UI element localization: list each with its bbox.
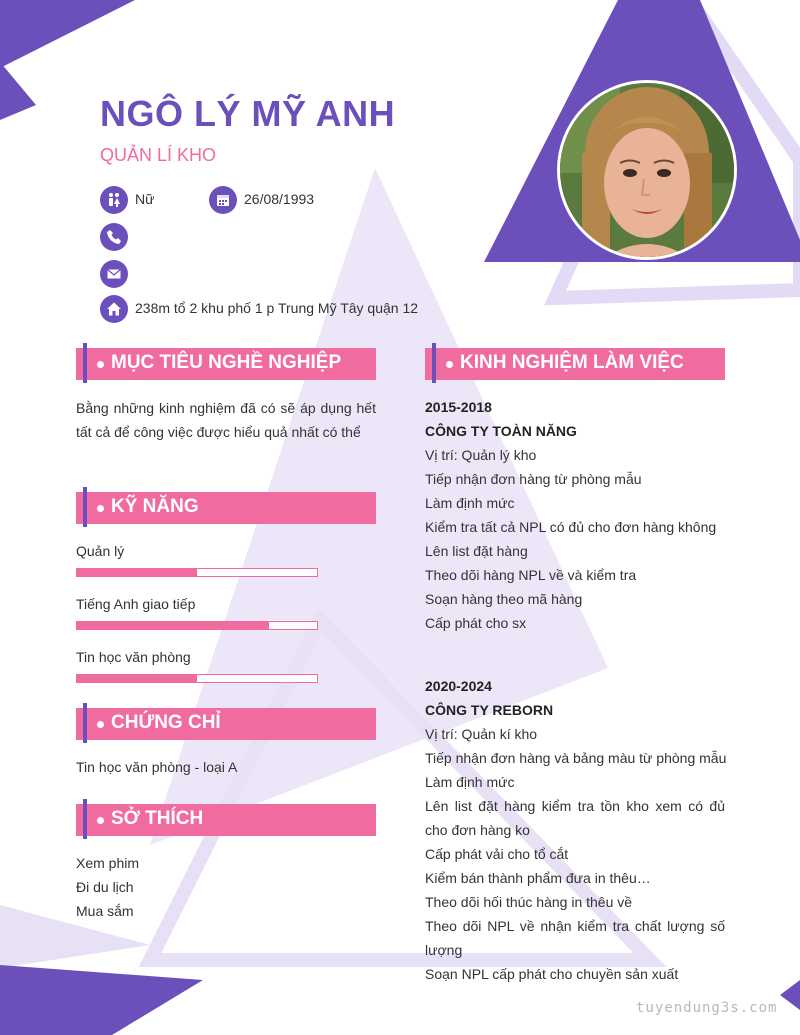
section-accent-bar <box>83 703 87 743</box>
job-line: Làm định mức <box>425 495 515 511</box>
job-line: Tiếp nhận đơn hàng từ phòng mẫu <box>425 471 642 487</box>
section-experience-header <box>425 348 725 380</box>
job-line: Kiểm bán thành phẩm đưa in thêu… <box>425 870 651 886</box>
watermark: tuyendung3s.com <box>636 1000 778 1016</box>
email-icon <box>100 260 128 288</box>
hobby-item: Xem phim <box>76 855 140 871</box>
job-period: 2020-2024 <box>425 678 492 694</box>
job-line: Vị trí: Quản lý kho <box>425 447 537 463</box>
skill-bar <box>76 568 318 577</box>
portrait-photo <box>560 83 734 257</box>
bullet-dot <box>446 361 453 368</box>
skill-bar-fill <box>77 675 197 682</box>
skill-label: Tiếng Anh giao tiếp <box>76 596 196 612</box>
job-line: Cấp phát cho sx <box>425 615 527 631</box>
section-skills-header <box>76 492 376 524</box>
section-certificates-title: CHỨNG CHỈ <box>111 712 221 733</box>
candidate-name: NGÔ LÝ MỸ ANH <box>100 93 396 134</box>
certificate-item: Tin học văn phòng - loại A <box>76 759 238 775</box>
job-company: CÔNG TY REBORN <box>425 702 554 718</box>
section-accent-bar <box>83 343 87 383</box>
gender-value: Nữ <box>135 191 155 207</box>
skill-bar <box>76 674 318 683</box>
bullet-dot <box>97 721 104 728</box>
experience-job <box>425 395 725 635</box>
skill-label: Quản lý <box>76 543 125 559</box>
section-accent-bar <box>83 487 87 527</box>
skill-bar-fill <box>77 569 197 576</box>
section-hobbies-header <box>76 804 376 836</box>
job-period: 2015-2018 <box>425 399 492 415</box>
section-skills-title: KỸ NĂNG <box>111 496 199 517</box>
section-accent-bar <box>83 799 87 839</box>
bg-triangle-bottomleft <box>0 965 203 1035</box>
job-line: Vị trí: Quản kí kho <box>425 726 538 742</box>
section-objective-title: MỤC TIÊU NGHỀ NGHIỆP <box>111 352 342 373</box>
avatar <box>557 80 737 260</box>
skill-bar-fill <box>77 622 269 629</box>
calendar-icon <box>209 186 237 214</box>
section-experience-title: KINH NGHIỆM LÀM VIỆC <box>460 352 684 373</box>
bg-triangle-topleft <box>0 0 135 68</box>
experience-job <box>425 674 725 986</box>
job-line: Tiếp nhận đơn hàng và bảng màu từ phòng mẫu <box>425 750 727 766</box>
job-line: Theo dõi NPL về nhận kiểm tra chất lượng số lượng <box>425 918 725 958</box>
job-title: QUẢN LÍ KHO <box>100 145 217 165</box>
section-objective-header <box>76 348 376 380</box>
section-certificates-header <box>76 708 376 740</box>
job-line: Soạn hàng theo mã hàng <box>425 591 583 607</box>
home-icon <box>100 295 128 323</box>
gender-icon <box>100 186 128 214</box>
job-line: Theo dõi hàng NPL về và kiểm tra <box>425 567 637 583</box>
job-company: CÔNG TY TOÀN NĂNG <box>425 423 577 439</box>
job-line: Cấp phát vải cho tổ cắt <box>425 846 569 862</box>
address-value: 238m tổ 2 khu phố 1 p Trung Mỹ Tây quận 12 <box>135 300 419 316</box>
job-line: Làm định mức <box>425 774 515 790</box>
bg-triangle-bottomright <box>780 980 800 1010</box>
skill-bar <box>76 621 318 630</box>
bullet-dot <box>97 505 104 512</box>
bg-triangle-left <box>0 62 36 120</box>
objective-text: Bằng những kinh nghiệm đã có sẽ áp dụng hết tất cả để công việc được hiểu quả nhất có thể <box>76 400 376 440</box>
section-hobbies-title: SỞ THÍCH <box>111 808 204 829</box>
bullet-dot <box>97 817 104 824</box>
hobby-item: Đi du lịch <box>76 879 134 895</box>
job-line: Theo dõi hối thúc hàng in thêu về <box>425 894 633 910</box>
section-accent-bar <box>432 343 436 383</box>
job-line: Kiểm tra tất cả NPL có đủ cho đơn hàng không <box>425 519 717 535</box>
birthday-value: 26/08/1993 <box>244 191 315 207</box>
hobby-item: Mua sắm <box>76 903 134 919</box>
phone-icon <box>100 223 128 251</box>
job-line: Lên list đặt hàng <box>425 543 528 559</box>
job-line: Soạn NPL cấp phát cho chuyền sản xuất <box>425 966 679 982</box>
skill-label: Tin học văn phòng <box>76 649 191 665</box>
bullet-dot <box>97 361 104 368</box>
job-line: Lên list đặt hàng kiểm tra tồn kho xem có đủ cho đơn hàng ko <box>425 798 725 838</box>
hobbies-list <box>76 851 139 923</box>
